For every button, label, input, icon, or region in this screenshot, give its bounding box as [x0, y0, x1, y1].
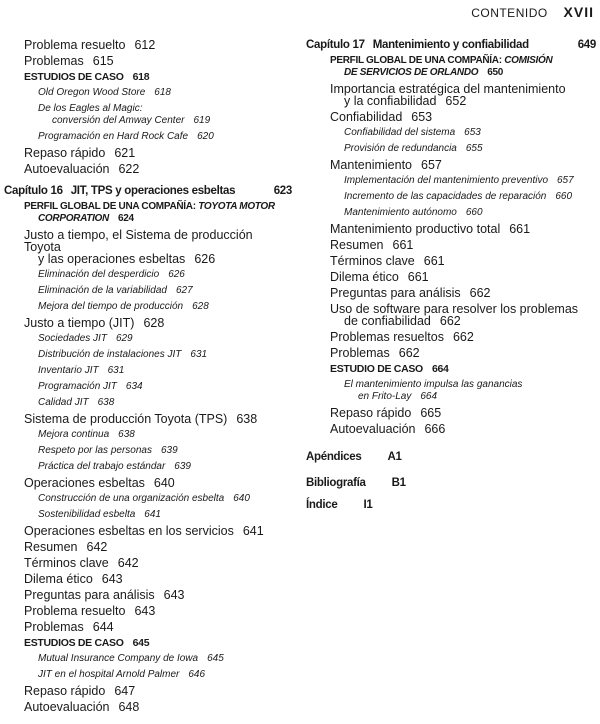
- page-ref: 626: [194, 252, 216, 266]
- page-ref: 662: [469, 286, 491, 300]
- entry-title: Confiabilidad del sistema: [344, 127, 456, 138]
- profile-label: PERFIL GLOBAL DE UNA COMPAÑÍA:: [24, 201, 196, 212]
- toc-entry: [0, 409, 292, 425]
- chapter-title: Mantenimiento y confiabilidad: [372, 39, 529, 51]
- page-ref: 626: [168, 269, 185, 280]
- page-ref: 662: [452, 330, 474, 344]
- entry-title: Sostenibilidad esbelta: [38, 509, 136, 520]
- entry-title: Confiabilidad: [330, 110, 403, 124]
- page-ref: 634: [125, 381, 143, 392]
- chapter-entry: [0, 181, 292, 197]
- entry-title: Dilema ético: [24, 572, 93, 586]
- toc-entry: [0, 697, 292, 713]
- toc-subentry: [0, 99, 292, 127]
- page-ref: 631: [190, 349, 208, 360]
- toc-subentry: [0, 281, 292, 297]
- page-ref: 650: [487, 67, 504, 78]
- toc-entry: [306, 359, 596, 375]
- page-ref: 641: [144, 509, 161, 520]
- toc-subentry: [0, 83, 292, 99]
- toc-entry: [0, 681, 292, 697]
- entry-title: Autoevaluación: [330, 422, 416, 436]
- toc-entry: [0, 197, 292, 225]
- toc-subentry: [0, 505, 292, 521]
- page-ref: A1: [387, 451, 402, 463]
- page-ref: 638: [118, 429, 135, 440]
- page-ref: 653: [464, 127, 481, 138]
- toc-entry: [306, 251, 596, 267]
- toc-left-column: [0, 35, 292, 713]
- toc-subentry: [306, 375, 596, 403]
- page-ref: 666: [424, 422, 446, 436]
- page-ref: 653: [411, 110, 433, 124]
- page-ref: 624: [117, 213, 134, 224]
- page-ref: 628: [192, 301, 209, 312]
- entry-title: Old Oregon Wood Store: [38, 87, 146, 98]
- entry-title: JIT en el hospital Arnold Palmer: [38, 669, 180, 680]
- back-matter-entry: [306, 473, 596, 489]
- page-ref: 645: [207, 653, 224, 664]
- page-ref: I1: [363, 499, 373, 511]
- entry-title-cont: conversión del Amway Center: [52, 115, 185, 126]
- toc-subentry: [0, 127, 292, 143]
- toc-entry: [0, 143, 292, 159]
- entry-title: Programación en Hard Rock Cafe: [38, 131, 189, 142]
- page-ref: 622: [118, 162, 140, 176]
- toc-entry: [306, 51, 596, 79]
- entry-title: ESTUDIOS DE CASO: [24, 637, 124, 649]
- toc-entry: [0, 159, 292, 175]
- toc-entry: [0, 67, 292, 83]
- entry-title: Términos clave: [24, 556, 109, 570]
- chapter-number: Capítulo 16: [4, 185, 63, 197]
- entry-title: Eliminación del desperdicio: [38, 269, 160, 280]
- toc-entry: [0, 225, 292, 265]
- section-title: CONTENIDO: [471, 6, 548, 20]
- toc-subentry: [0, 377, 292, 393]
- toc-subentry: [306, 139, 596, 155]
- toc-entry: [306, 403, 596, 419]
- entry-title: Apéndices: [306, 451, 362, 463]
- toc-subentry: [0, 425, 292, 441]
- toc-entry: [306, 79, 596, 107]
- entry-title: Operaciones esbeltas: [24, 476, 145, 490]
- entry-title: Preguntas para análisis: [330, 286, 461, 300]
- entry-title: Autoevaluación: [24, 162, 110, 176]
- page-ref: 639: [174, 461, 191, 472]
- page-ref: 643: [101, 572, 123, 586]
- toc-subentry: [0, 457, 292, 473]
- toc-subentry: [0, 665, 292, 681]
- entry-title: Índice: [306, 499, 338, 511]
- entry-title: Implementación del mantenimiento preventivo: [344, 175, 548, 186]
- entry-title: ESTUDIOS DE CASO: [24, 71, 124, 83]
- page-ref: 657: [557, 175, 574, 186]
- toc-subentry: [306, 203, 596, 219]
- entry-title: De los Eagles al Magic:: [38, 103, 143, 114]
- page-ref: 649: [577, 39, 596, 51]
- page-ref: 642: [86, 540, 108, 554]
- toc-entry: [0, 51, 292, 67]
- page-ref: 640: [153, 476, 175, 490]
- entry-title: Eliminación de la variabilidad: [38, 285, 167, 296]
- entry-title: Justo a tiempo, el Sistema de producción Toyota: [24, 228, 253, 254]
- page-ref: 618: [154, 87, 171, 98]
- toc-entry: [306, 267, 596, 283]
- toc-entry: [0, 35, 292, 51]
- entry-title: Sistema de producción Toyota (TPS): [24, 412, 228, 426]
- entry-title: Dilema ético: [330, 270, 399, 284]
- entry-title: Repaso rápido: [24, 146, 106, 160]
- toc-subentry: [0, 345, 292, 361]
- entry-title: Repaso rápido: [24, 684, 106, 698]
- page-ref: 621: [114, 146, 136, 160]
- page-ref: 647: [114, 684, 136, 698]
- page-ref: 612: [134, 38, 156, 52]
- page-ref: 643: [163, 588, 185, 602]
- entry-title-cont: y las operaciones esbeltas: [38, 252, 186, 266]
- page-ref: 642: [117, 556, 139, 570]
- entry-title: Justo a tiempo (JIT): [24, 316, 135, 330]
- toc-entry: [0, 537, 292, 553]
- back-matter-entry: [306, 495, 596, 511]
- toc-entry: [0, 553, 292, 569]
- toc-subentry: [0, 649, 292, 665]
- page-ref: 638: [97, 397, 115, 408]
- toc-subentry: [0, 393, 292, 409]
- entry-title: ESTUDIO DE CASO: [330, 363, 423, 375]
- toc-subentry: [0, 441, 292, 457]
- entry-title: Sociedades JIT: [38, 333, 107, 344]
- entry-title: Términos clave: [330, 254, 415, 268]
- toc-entry: [0, 473, 292, 489]
- page-ref: 665: [420, 406, 442, 420]
- page-ref: 661: [392, 238, 414, 252]
- page-ref: 619: [193, 115, 211, 126]
- entry-title: Mejora del tiempo de producción: [38, 301, 184, 312]
- page-ref: 640: [233, 493, 250, 504]
- entry-title: Construcción de una organización esbelta: [38, 493, 225, 504]
- page-ref: 639: [160, 445, 178, 456]
- page-ref: 664: [431, 363, 449, 375]
- page-ref: 615: [92, 54, 114, 68]
- entry-title: Problema resuelto: [24, 604, 126, 618]
- toc-entry: [306, 283, 596, 299]
- page-ref: 629: [115, 333, 133, 344]
- toc-subentry: [0, 265, 292, 281]
- toc-subentry: [306, 123, 596, 139]
- page-ref: 623: [273, 185, 292, 197]
- page-ref: 661: [509, 222, 531, 236]
- back-matter-entry: [306, 447, 596, 463]
- entry-title: Mantenimiento: [330, 158, 412, 172]
- page-ref: 661: [423, 254, 445, 268]
- toc-subentry: [0, 489, 292, 505]
- entry-title: Uso de software para resolver los problemas: [330, 302, 579, 316]
- toc-entry: [306, 327, 596, 343]
- page-ref: 620: [197, 131, 214, 142]
- page-ref: 644: [92, 620, 114, 634]
- toc-entry: [306, 107, 596, 123]
- entry-title: Resumen: [330, 238, 384, 252]
- entry-title-cont: y la confiabilidad: [344, 94, 437, 108]
- toc-entry: [306, 419, 596, 435]
- chapter-title: JIT, TPS y operaciones esbeltas: [70, 185, 236, 197]
- toc-subentry: [0, 329, 292, 345]
- entry-title: Autoevaluación: [24, 700, 110, 714]
- page-ref: 655: [465, 143, 483, 154]
- chapter-entry: [306, 35, 596, 51]
- toc-subentry: [306, 171, 596, 187]
- company-name: TOYOTA MOTOR: [198, 201, 275, 212]
- company-name-cont: CORPORATION: [38, 213, 109, 224]
- toc-right-column: [306, 35, 596, 511]
- entry-title: Provisión de redundancia: [344, 143, 457, 154]
- page-ref: 646: [188, 669, 206, 680]
- running-header: [471, 4, 594, 20]
- company-name: COMISIÓN: [504, 55, 553, 66]
- page-ref: 631: [107, 365, 125, 376]
- entry-title: Resumen: [24, 540, 78, 554]
- entry-title-cont: de confiabilidad: [344, 314, 431, 328]
- toc-entry: [0, 313, 292, 329]
- page-ref: 645: [132, 637, 150, 649]
- page-ref: 657: [421, 158, 442, 172]
- page-ref: 648: [118, 700, 140, 714]
- company-name-cont: DE SERVICIOS DE ORLANDO: [344, 67, 479, 78]
- toc-entry: [306, 155, 596, 171]
- entry-title: Inventario JIT: [38, 365, 99, 376]
- page-ref: 641: [242, 524, 264, 538]
- page-ref: 660: [555, 191, 573, 202]
- entry-title: Respeto por las personas: [38, 445, 152, 456]
- page-ref: 661: [407, 270, 429, 284]
- entry-title-cont: en Frito-Lay: [358, 391, 412, 402]
- entry-title: Importancia estratégica del mantenimiento: [330, 82, 566, 96]
- entry-title: Problemas: [24, 54, 84, 68]
- entry-title: Problemas: [330, 346, 390, 360]
- entry-title: Operaciones esbeltas en los servicios: [24, 524, 234, 538]
- page-number: XVII: [563, 4, 594, 20]
- toc-entry: [306, 299, 596, 327]
- toc-entry: [306, 235, 596, 251]
- toc-subentry: [306, 187, 596, 203]
- toc-entry: [0, 617, 292, 633]
- page-ref: 618: [132, 71, 150, 83]
- entry-title: Problemas resueltos: [330, 330, 444, 344]
- entry-title: Problema resuelto: [24, 38, 126, 52]
- toc-subentry: [0, 297, 292, 313]
- page-ref: 662: [439, 314, 461, 328]
- page-ref: 660: [465, 207, 483, 218]
- page-ref: 628: [143, 316, 165, 330]
- entry-title: Incremento de las capacidades de reparación: [344, 191, 547, 202]
- entry-title: Calidad JIT: [38, 397, 89, 408]
- entry-title: Bibliografía: [306, 477, 366, 489]
- profile-label: PERFIL GLOBAL DE UNA COMPAÑÍA:: [330, 55, 502, 66]
- toc-entry: [0, 633, 292, 649]
- entry-title: Mantenimiento autónomo: [344, 207, 457, 218]
- entry-title: Mantenimiento productivo total: [330, 222, 501, 236]
- page-ref: B1: [391, 477, 406, 489]
- entry-title: El mantenimiento impulsa las ganancias: [344, 379, 523, 390]
- page-ref: 627: [175, 285, 193, 296]
- toc-entry: [0, 585, 292, 601]
- entry-title: Distribución de instalaciones JIT: [38, 349, 182, 360]
- entry-title: Mejora continua: [38, 429, 110, 440]
- toc-entry: [0, 569, 292, 585]
- entry-title: Mutual Insurance Company de Iowa: [38, 653, 199, 664]
- page-ref: 662: [398, 346, 420, 360]
- page-ref: 664: [420, 391, 438, 402]
- page-ref: 643: [134, 604, 156, 618]
- entry-title: Problemas: [24, 620, 84, 634]
- chapter-number: Capítulo 17: [306, 39, 365, 51]
- entry-title: Preguntas para análisis: [24, 588, 155, 602]
- toc-entry: [0, 601, 292, 617]
- toc-entry: [306, 343, 596, 359]
- entry-title: Práctica del trabajo estándar: [38, 461, 166, 472]
- page-ref: 652: [445, 94, 467, 108]
- entry-title: Programación JIT: [38, 381, 117, 392]
- toc-entry: [0, 521, 292, 537]
- toc-subentry: [0, 361, 292, 377]
- entry-title: Repaso rápido: [330, 406, 412, 420]
- page-ref: 638: [236, 412, 258, 426]
- toc-entry: [306, 219, 596, 235]
